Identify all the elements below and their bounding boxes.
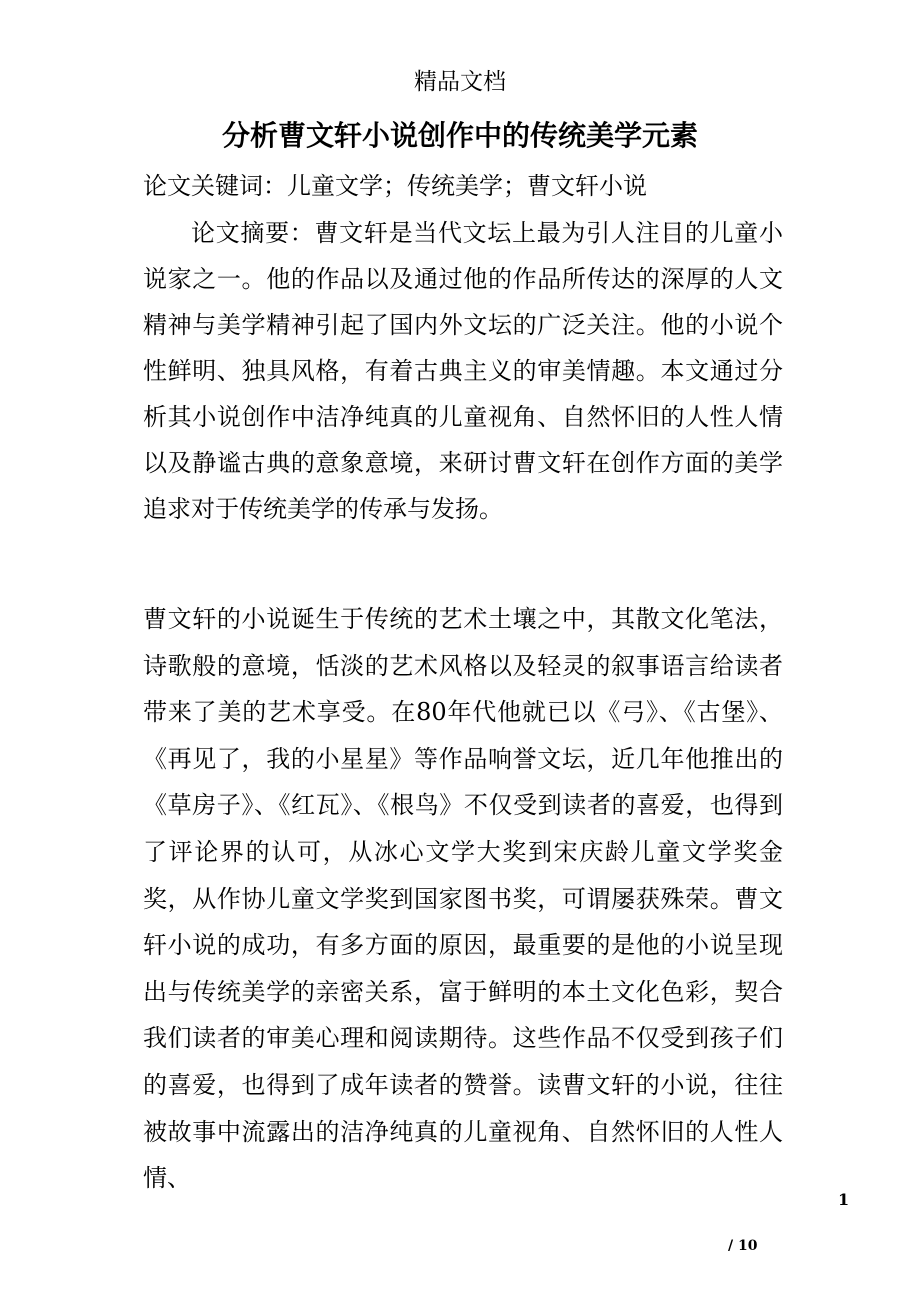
- document-title: 分析曹文轩小说创作中的传统美学元素: [221, 119, 698, 152]
- abstract-paragraph: 论文摘要：曹文轩是当代文坛上最为引人注目的儿童小说家之一。他的作品以及通过他的作品所传达的深厚的人文精神与美学精神引起了国内外文坛的广泛关注。他的小说个性鲜明、独具风格，有着古典主义的审美情趣。本文通过分析其小说创作中洁净纯真的儿童视角、自然怀旧的人性人情以及静谧古典的意象意境，来研讨曹文轩在创作方面的美学追求对于传统美学的传承与发扬。: [143, 219, 783, 523]
- page-number: 1: [838, 1190, 850, 1209]
- page-total: / 10: [728, 1238, 758, 1254]
- page-header: 精品文档: [414, 69, 506, 95]
- keywords-line: 论文关键词：儿童文学；传统美学；曹文轩小说: [143, 172, 647, 200]
- body-paragraph: 曹文轩的小说诞生于传统的艺术土壤之中，其散文化笔法，诗歌般的意境，恬淡的艺术风格以及轻灵的叙事语言给读者带来了美的艺术享受。在80年代他就已以《弓》、《古堡》、《再见了，我的小星星》等作品响誉文坛，近几年他推出的《草房子》、《红瓦》、《根鸟》不仅受到读者的喜爱，也得到了评论界的认可，从冰心文学大奖到宋庆龄儿童文学奖金奖，从作协儿童文学奖到国家图书奖，可谓屡获殊荣。曹文轩小说的成功，有多方面的原因，最重要的是他的小说呈现出与传统美学的亲密关系，富于鲜明的本土文化色彩，契合我们读者的审美心理和阅读期待。这些作品不仅受到孩子们的喜爱，也得到了成年读者的赞誉。读曹文轩的小说，往往被故事中流露出的洁净纯真的儿童视角、自然怀旧的人性人情、: [143, 605, 783, 1193]
